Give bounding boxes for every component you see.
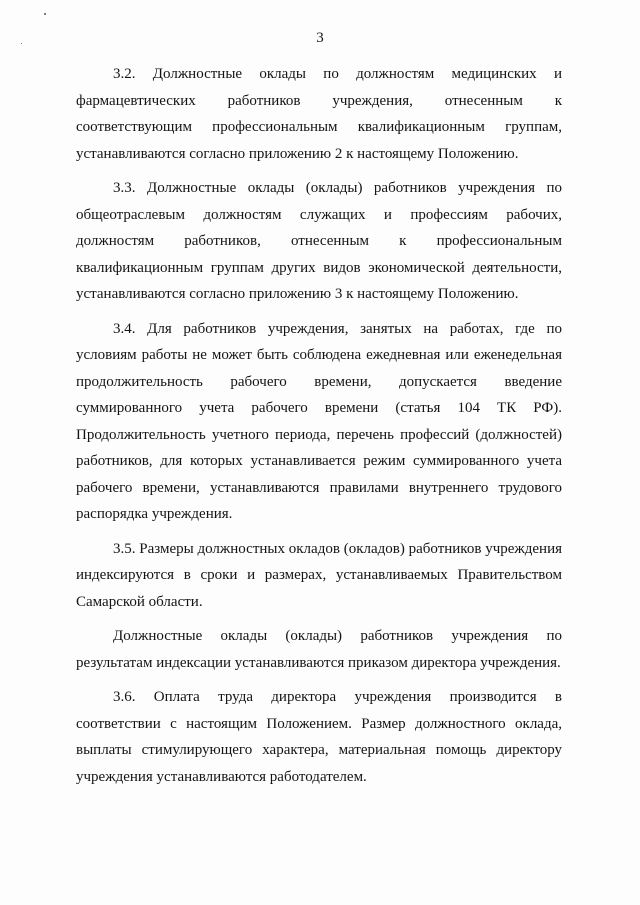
page-number: 3 (316, 30, 324, 46)
document-body (76, 61, 562, 798)
paragraph-3-5-indexation: Должностные оклады (оклады) работников учреждения по результатам индексации устанавливаются приказом директора учреждения. (76, 628, 562, 671)
paragraph-3-3: 3.3. Должностные оклады (оклады) работников учреждения по общеотраслевым должностям служащих и профессиям рабочих, должностям работников, отнесенным к профессиональным квалификационным группам других видов экономической деятельности, устанавливаются согласно приложению 3 к настоящему Положению. (76, 180, 562, 302)
paragraph-3-4: 3.4. Для работников учреждения, занятых на работах, где по условиям работы не может быть соблюдена ежедневная или еженедельная продолжительность рабочего времени, допускается введение суммированного учета рабочего времени (статья 104 ТК РФ). Продолжительность учетного периода, перечень профессий (должностей) работников, для которых устанавливается режим суммированного учета рабочего времени, устанавливаются правилами внутреннего трудового распорядка учреждения. (76, 320, 562, 522)
paragraph-3-5: 3.5. Размеры должностных окладов (окладов) работников учреждения индексируются в сроки и размерах, устанавливаемых Правительством Самарской области. (76, 540, 562, 610)
paragraph-3-6: 3.6. Оплата труда директора учреждения производится в соответствии с настоящим Положением. Размер должностного оклада, выплаты стимулирующего характера, материальная помощь директору учреждения устанавливаются работодателем. (76, 689, 562, 785)
scan-speck (44, 13, 46, 15)
paragraph-3-2: 3.2. Должностные оклады по должностям медицинских и фармацевтических работников учреждения, отнесенным к соответствующим профессиональным квалификационным группам, устанавливаются согласно приложению 2 к настоящему Положению. (76, 66, 562, 162)
